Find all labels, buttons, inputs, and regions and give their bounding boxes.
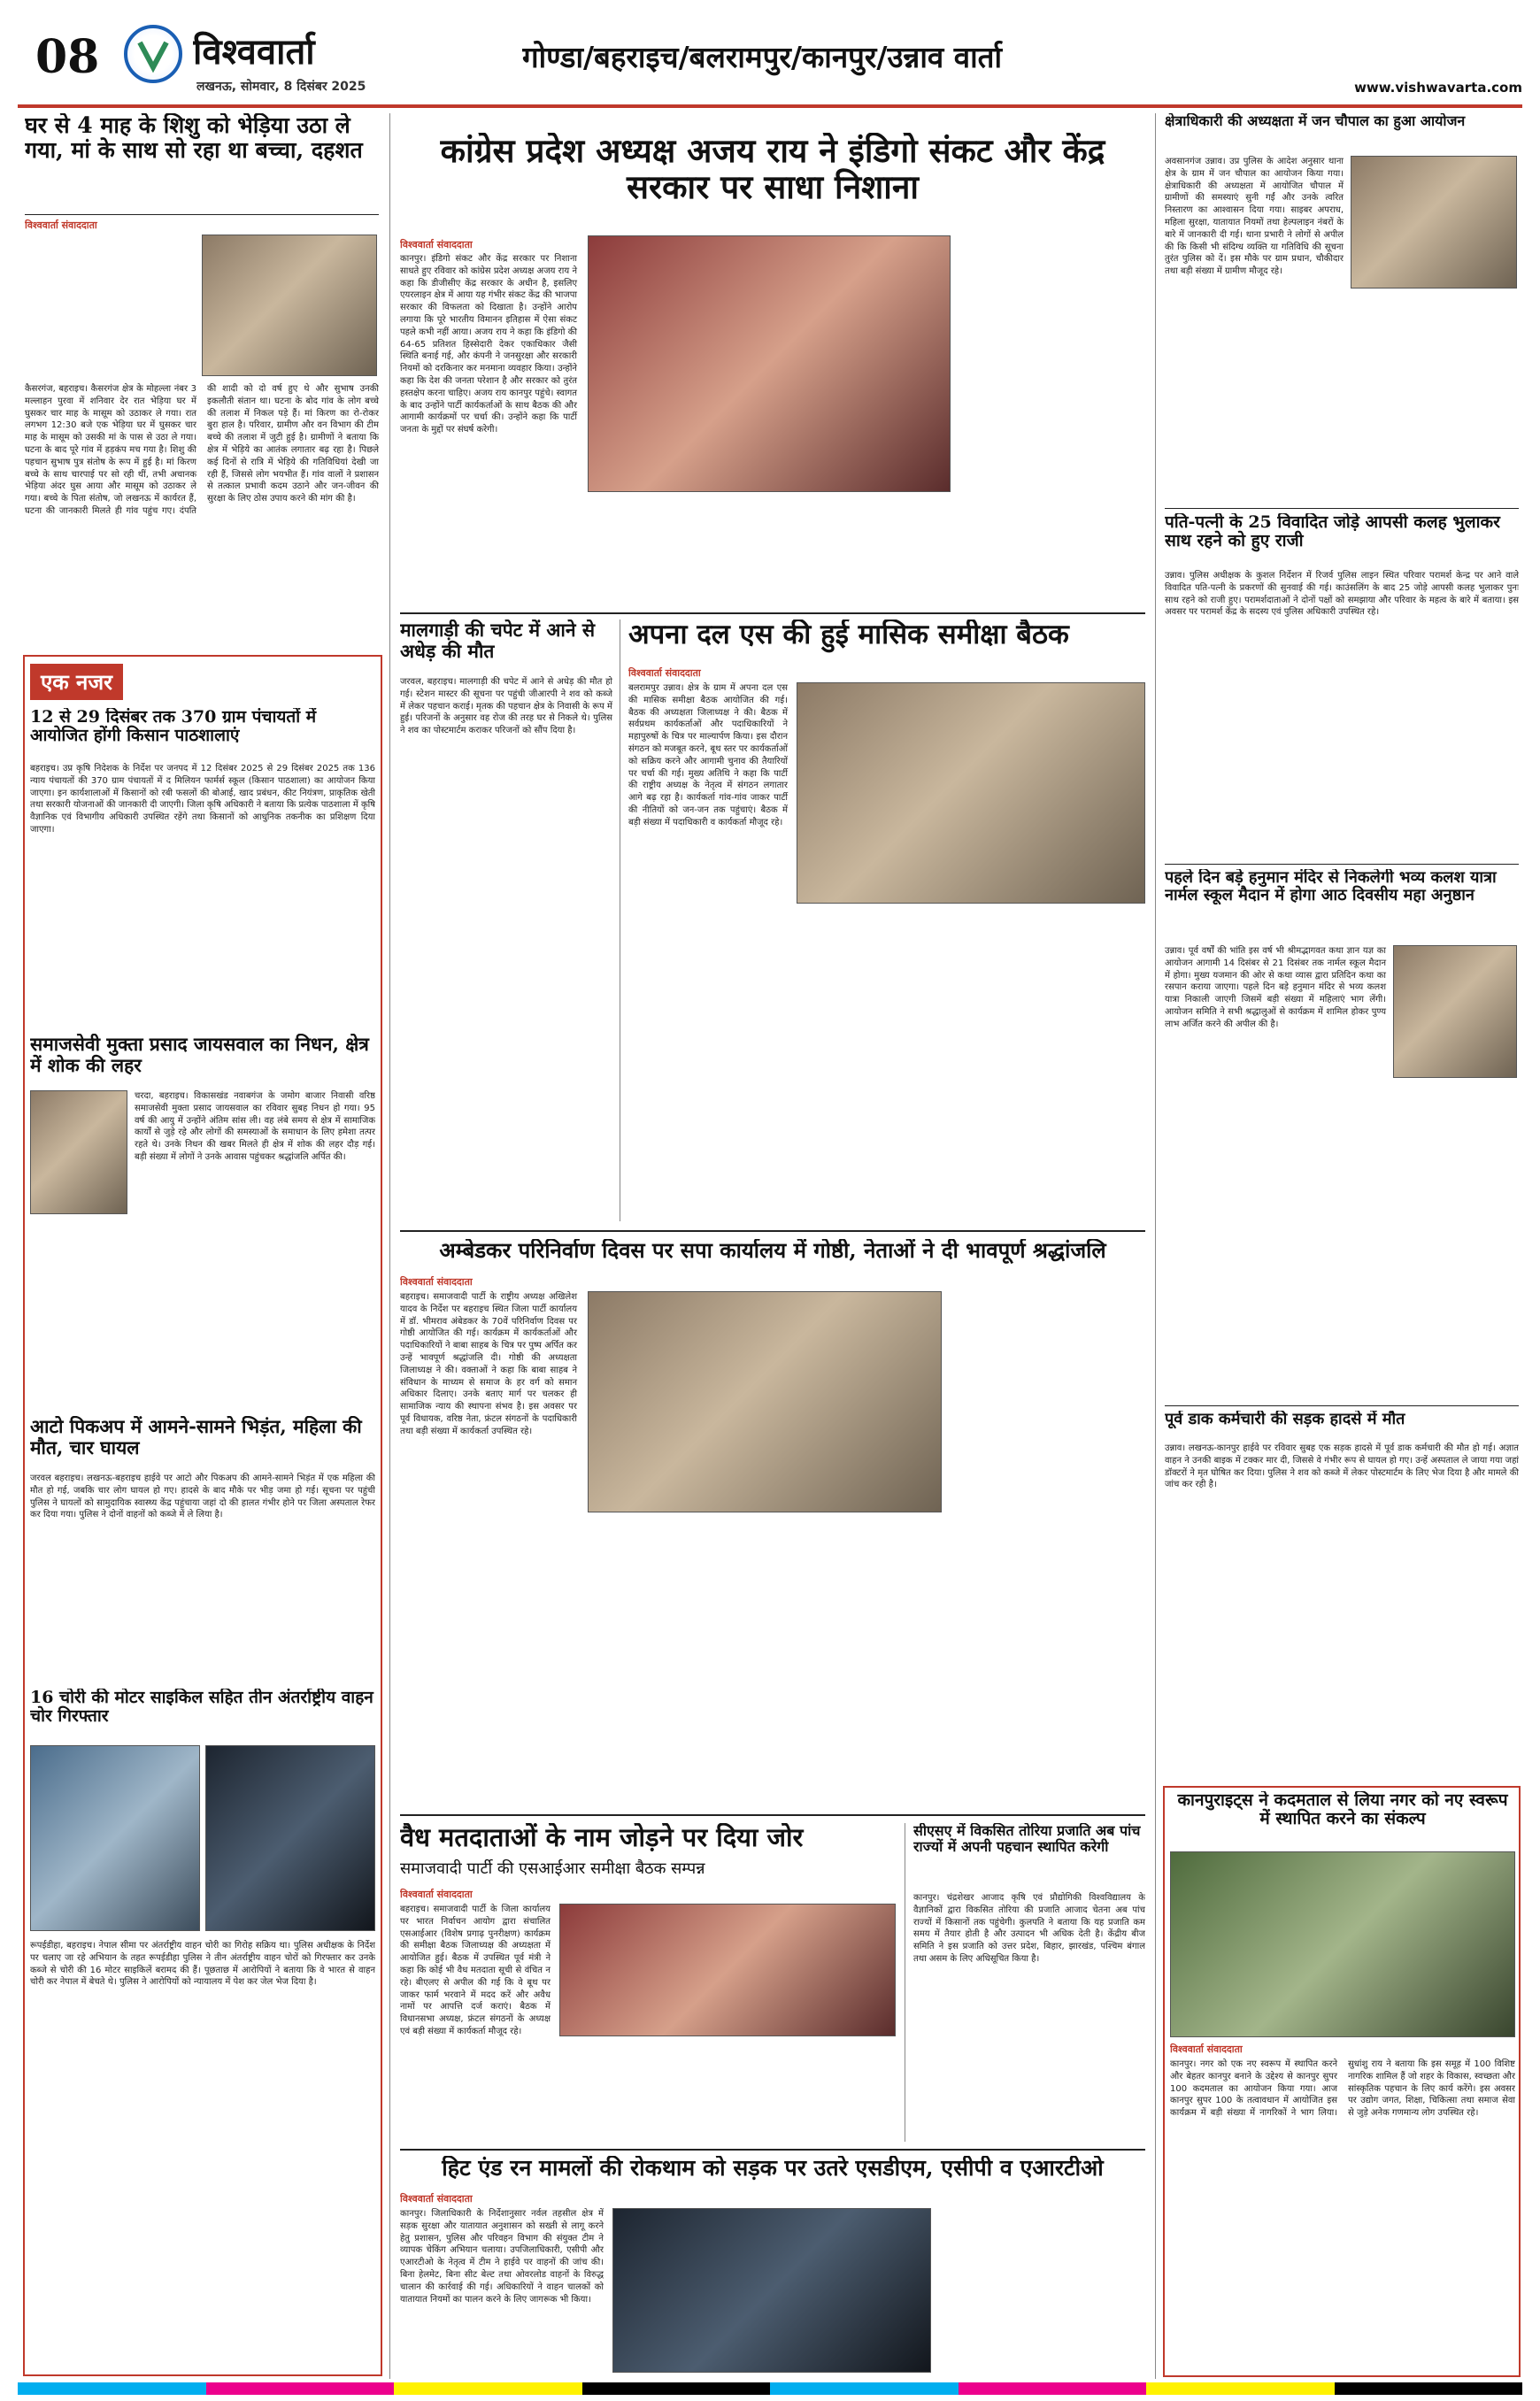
story-vehicle-thieves	[30, 1689, 375, 2370]
registration-strip	[18, 2382, 1522, 2395]
story-ajay-rai	[400, 133, 1145, 611]
wolf-photo	[202, 235, 377, 376]
byline: विश्ववार्ता संवाददाता	[400, 1889, 473, 1900]
ek-nazar-header	[30, 664, 375, 703]
divider	[400, 1230, 1145, 1232]
walkathon-photo	[1170, 1851, 1515, 2037]
story-body: कानपुर। नगर को एक नए स्वरूप में स्थापित करने और बेहतर कानपुर बनाने के उद्देश्य से कानपुर सुपर 100 कदमताल का आयोजन किया गया। आज कानपुर सुपर 100 के तत्वावधान में आयोजित इस कार्यक्रम में बड़ी संख्या में नागरिकों ने भाग लिया। सुधांशु राय ने बताया कि इस समूह में 100 विशिष्ट नागरिक शामिल हैं जो शहर के विकास, स्वच्छता और सांस्कृतिक पहचान के लिए कार्य करेंगे। इस अवसर पर उद्योग जगत, शिक्षा, चिकित्सा तथा समाज सेवा से जुड़े अनेक गणमान्य लोग उपस्थित रहे।	[1170, 2059, 1515, 2119]
section-title: गोण्डा/बहराइच/बलरामपुर/कानपुर/उन्नाव वार्ता	[522, 40, 1002, 74]
story-muktaprasad	[30, 1034, 375, 1405]
story-body-cont	[588, 1521, 942, 1778]
yellow-swatch	[394, 2382, 582, 2395]
column-divider	[389, 113, 390, 2379]
story-kalash-yatra	[1165, 869, 1519, 1400]
cyan-swatch	[18, 2382, 206, 2395]
black-swatch	[1335, 2382, 1523, 2395]
story-headline: पहले दिन बड़े हनुमान मंदिर से निकलेगी भव्य कलश यात्रा नार्मल स्कूल मैदान में होगा आठ दिवसीय महा अनुष्ठान	[1165, 869, 1497, 905]
chaupal-photo	[1351, 156, 1517, 289]
story-body: कानपुर। चंद्रशेखर आजाद कृषि एवं प्रौद्योगिकी विश्वविद्यालय के वैज्ञानिकों द्वारा विकसित तोरिया की प्रजाति आजाद चेतना अब पांच राज्यों में किसानों तक पहुंचेगी। कुलपति ने बताया कि यह प्रजाति कम समय में तैयार होती है और उत्पादन भी अधिक देती है। केंद्रीय बीज समिति ने इस प्रजाति को उत्तर प्रदेश, बिहार, झारखंड, पश्चिम बंगाल तथा असम के लिए अधिसूचित किया है।	[913, 1893, 1145, 1964]
story-body: उन्नाव। पूर्व वर्षों की भांति इस वर्ष भी श्रीमद्भागवत कथा ज्ञान यज्ञ का आयोजन आगामी 14 दिसंबर से 21 दिसंबर तक नार्मल स्कूल मैदान में होगा। मुख्य यजमान की ओर से कथा व्यास द्वारा प्रतिदिन कथा का रसपान कराया जाएगा। पहले दिन बड़े हनुमान मंदिर से भव्य कलश यात्रा निकाली जाएगी जिसमें बड़ी संख्या में महिलाएं भाग लेंगी। आयोजन समिति ने सभी श्रद्धालुओं से कार्यक्रम में शामिल होकर पुण्य लाभ अर्जित करने की अपील की है।	[1165, 946, 1386, 1029]
divider	[400, 612, 1145, 614]
divider	[1165, 864, 1519, 865]
magenta-swatch	[206, 2382, 395, 2395]
story-headline: कांग्रेस प्रदेश अध्यक्ष अजय राय ने इंडिगो संकट और केंद्र सरकार पर साधा निशाना	[440, 133, 1105, 207]
story-auto-pickup	[30, 1416, 375, 1681]
story-body-cont	[559, 2043, 896, 2136]
cyan-swatch	[770, 2382, 959, 2395]
story-headline: हिट एंड रन मामलों की रोकथाम को सड़क पर उतरे एसडीएम, एसीपी व एआरटीओ	[442, 2156, 1104, 2181]
police-photo	[30, 1745, 200, 1931]
story-body: कानपुर। इंडिगो संकट और केंद्र सरकार पर निशाना साधते हुए रविवार को कांग्रेस प्रदेश अध्यक्ष अजय राय ने कहा कि डीजीसीए केंद्र सरकार के अधीन है, इसलिए एयरलाइन क्षेत्र में आया यह गंभीर संकट केंद्र की भाजपा सरकार की विफलता को दिखाता है। उन्होंने आरोप लगाया कि पूरे भारतीय विमानन इतिहास में ऐसा संकट पहले कभी नहीं आया। अजय राय ने कहा कि इंडिगो की 64-65 प्रतिशत हिस्सेदारी देकर एकाधिकार जैसी स्थिति बनाई गई, और कंपनी ने जनसुरक्षा और सरकारी नियमों को दरकिनार कर मनमाना व्यवहार किया। उन्होंने कहा कि देश की जनता परेशान है और सरकार को तुरंत हस्तक्षेप करना चाहिए। अजय राय कानपुर पहुंचे। स्वागत के बाद उन्होंने पार्टी कार्यकर्ताओं के साथ बैठक की और आगामी कार्यक्रमों पर चर्चा की। उन्होंने कहा कि पार्टी जनता के मुद्दों पर संघर्ष करेगी।	[400, 254, 577, 435]
story-body: बलरामपुर उन्नाव। क्षेत्र के ग्राम में अपना दल एस की मासिक समीक्षा बैठक आयोजित की गई। बैठक की अध्यक्षता जिलाध्यक्ष ने की। बैठक में सर्वप्रथम कार्यकर्ताओं और पदाधिकारियों ने महापुरुषों के चित्र पर माल्यार्पण किया। इस दौरान संगठन को मजबूत करने, बूथ स्तर पर कार्यकर्ताओं को सक्रिय करने और आगामी चुनाव की तैयारियों पर चर्चा की गई। मुख्य अतिथि ने कहा कि पार्टी की राष्ट्रीय अध्यक्ष के नेतृत्व में संगठन लगातार आगे बढ़ रहा है। कार्यकर्ता गांव-गांव जाकर पार्टी की नीतियों को जन-जन तक पहुंचाएं। बैठक में बड़ी संख्या में पदाधिकारी व कार्यकर्ता मौजूद रहे।	[628, 683, 788, 827]
story-headline: सीएसए में विकसित तोरिया प्रजाति अब पांच राज्यों में अपनी पहचान स्थापित करेगी	[913, 1823, 1141, 1855]
page-number: 08	[35, 30, 100, 84]
story-body: कानपुर। जिलाधिकारी के निर्देशानुसार नर्वल तहसील क्षेत्र में सड़क सुरक्षा और यातायात अनुशासन को सख्ती से लागू करने हेतु प्रशासन, पुलिस और परिवहन विभाग की संयुक्त टीम ने व्यापक चेकिंग अभियान चलाया। उपजिलाधिकारी, एसीपी और एआरटीओ के नेतृत्व में टीम ने हाईवे पर वाहनों की जांच की। बिना हेलमेट, बिना सीट बेल्ट तथा ओवरलोड वाहनों के विरुद्ध चालान की कार्रवाई की गई। अधिकारियों ने वाहन चालकों को यातायात नियमों का पालन करने के लिए जागरूक भी किया।	[400, 2209, 604, 2305]
story-body: बहराइच। समाजवादी पार्टी के राष्ट्रीय अध्यक्ष अखिलेश यादव के निर्देश पर बहराइच स्थित जिला पार्टी कार्यालय में डॉ. भीमराव अंबेडकर के 70वें परिनिर्वाण दिवस पर गोष्ठी आयोजित की गई। कार्यक्रम में कार्यकर्ताओं और पदाधिकारियों ने बाबा साहब के चित्र पर पुष्प अर्पित कर उन्हें भावपूर्ण श्रद्धांजलि दी। गोष्ठी की अध्यक्षता जिलाध्यक्ष ने की। वक्ताओं ने कहा कि बाबा साहब ने संविधान के माध्यम से समाज के हर वर्ग को समान अधिकार दिलाए। उनके बताए मार्ग पर चलकर ही सामाजिक न्याय की स्थापना संभव है। इस अवसर पर पूर्व विधायक, वरिष्ठ नेता, फ्रंटल संगठनों के पदाधिकारी तथा बड़ी संख्या में कार्यकर्ता उपस्थित रहे।	[400, 1292, 577, 1436]
story-subheadline: समाजवादी पार्टी की एसआईआर समीक्षा बैठक सम्पन्न	[400, 1859, 705, 1878]
story-jan-chaupal	[1165, 113, 1519, 503]
story-wolf	[25, 113, 379, 644]
byline: विश्ववार्ता संवाददाता	[400, 239, 473, 250]
meeting-photo	[797, 682, 1145, 904]
divider	[400, 1814, 1145, 1816]
ek-nazar-tag: एक नजर	[30, 664, 123, 700]
column-divider	[1155, 113, 1156, 2379]
story-body: चरदा, बहराइच। विकासखंड नवाबगंज के जमोग बाजार निवासी वरिष्ठ समाजसेवी मुक्ता प्रसाद जायसवाल का रविवार सुबह निधन हो गया। 95 वर्ष की आयु में उन्होंने अंतिम सांस ली। वह लंबे समय से क्षेत्र में सामाजिक कार्यों से जुड़े रहे और लोगों की समस्याओं के समाधान के लिए हमेशा तत्पर रहते थे। उनके निधन की खबर मिलते ही क्षेत्र में शोक की लहर दौड़ गई। बड़ी संख्या में लोगों ने उनके आवास पहुंचकर श्रद्धांजलि अर्पित की।	[135, 1091, 375, 1162]
story-body-side	[961, 235, 1143, 492]
story-ambedkar	[400, 1239, 1145, 1805]
story-headline: अपना दल एस की हुई मासिक समीक्षा बैठक	[628, 619, 1069, 650]
story-kisan	[30, 708, 375, 1027]
story-headline: वैध मतदाताओं के नाम जोड़ने पर दिया जोर	[400, 1823, 804, 1852]
story-headline: पति-पत्नी के 25 विवादित जोड़े आपसी कलह भुलाकर साथ रहने को हुए राजी	[1165, 513, 1500, 551]
story-body: बहराइच। उप्र कृषि निदेशक के निर्देश पर जनपद में 12 दिसंबर 2025 से 29 दिसंबर 2025 तक 136 न्याय पंचायतों की 370 ग्राम पंचायतों में द मिलियन फार्मर्स स्कूल (किसान पाठशाला) का आयोजन किया जाएगा। इन कार्यशालाओं में किसानों को रबी फसलों की बोआई, खाद प्रबंधन, कीट नियंत्रण, प्राकृतिक खेती तथा सरकारी योजनाओं की जानकारी दी जाएगी। जिला कृषि अधिकारी ने बताया कि प्रत्येक पाठशाला में कृषि वैज्ञानिक एवं विभागीय अधिकारी उपस्थित रहेंगे तथा किसानों को आधुनिक तकनीक का प्रशिक्षण दिया जाएगा।	[30, 764, 375, 835]
story-body-lead	[25, 235, 195, 376]
story-body: जरवल, बहराइच। मालगाड़ी की चपेट में आने से अधेड़ की मौत हो गई। स्टेशन मास्टर की सूचना पर पहुंची जीआरपी ने शव को कब्जे में लेकर पहचान कराई। मृतक की पहचान क्षेत्र के निवासी के रूप में हुई। परिजनों के अनुसार वह रोज की तरह घर से निकले थे। पुलिस ने शव का पोस्टमार्टम कराकर परिजनों को सौंप दिया है।	[400, 677, 612, 736]
checking-photo	[612, 2208, 931, 2373]
story-hit-and-run	[400, 2156, 1145, 2375]
story-postal-accident	[1165, 1411, 1519, 1782]
byline: विश्ववार्ता संवाददाता	[400, 1276, 473, 1288]
yellow-swatch	[1146, 2382, 1335, 2395]
story-headline: आटो पिकअप में आमने-सामने भिड़ंत, महिला की मौत, चार घायल	[30, 1416, 362, 1458]
byline: विश्ववार्ता संवाददाता	[25, 219, 97, 231]
tribute-photo	[588, 1291, 942, 1512]
story-body: कैसरगंज, बहराइच। कैसरगंज क्षेत्र के मोहल्ला नंबर 3 मल्लाहन पुरवा में शनिवार देर रात भेड़िया घर में घुसकर चार माह के मासूम को उठाकर ले गया। रात लगभग 12:30 बजे एक भेड़िया घर में घुसकर चार माह के मासूम को उसकी मां के पास से उठा ले गया। घटना के बाद पूरे गांव में हड़कंप मच गया है। शिशु की पहचान सुभाष पुत्र संतोष के रूप में हुई है। मां किरण बच्चे के साथ चारपाई पर सो रही थीं, तभी अचानक भेड़िया अंदर घुस आया और मासूम को उठाकर ले गया। बच्चे के पिता संतोष, जो लखनऊ में कार्यरत हैं, घटना की जानकारी मिलते ही गांव पहुंच गए। दंपति की शादी को दो वर्ष हुए थे और सुभाष उनकी इकलौती संतान था। घटना के बोद गांव के लोग बच्चे की तलाश में निकल पड़े हैं। मां किरण का रो-रोकर बुरा हाल है। परिवार, ग्रामीण और वन विभाग की टीम बच्चे की तलाश में जुटी हुई है। ग्रामीणों ने बताया कि क्षेत्र में भेड़िये का आतंक लगातार बढ़ रहा है। पिछले कई दिनों से रात्रि में भेड़िये की गतिविधियां देखी जा रही हैं, जिससे लोग भयभीत हैं। गांव वालों ने प्रशासन से तत्काल प्रभावी कदम उठाने और जन-जीवन की सुरक्षा के लिए ठोस उपाय करने की मांग की है।	[25, 384, 379, 516]
story-csa	[913, 1823, 1145, 2142]
story-couples	[1165, 513, 1519, 858]
website-link[interactable]: www.vishwavarta.com	[1354, 80, 1522, 96]
story-malgadi	[400, 619, 612, 1345]
story-headline: घर से 4 माह के शिशु को भेड़िया उठा ले गया, मां के साथ सो रहा था बच्चा, दहशत	[25, 113, 363, 163]
motorcycles-photo	[205, 1745, 375, 1931]
story-headline: क्षेत्राधिकारी की अध्यक्षता में जन चौपाल का हुआ आयोजन	[1165, 113, 1466, 129]
story-body-cont	[588, 501, 1143, 605]
masthead	[0, 0, 1540, 104]
story-body-side	[952, 1291, 1143, 1778]
story-body-cont	[797, 912, 1145, 1178]
sp-meeting-photo	[559, 1904, 896, 2036]
byline: विश्ववार्ता संवाददाता	[1170, 2043, 1243, 2055]
story-apna-dal	[628, 619, 1145, 1221]
magenta-swatch	[959, 2382, 1147, 2395]
story-headline: समाजसेवी मुक्ता प्रसाद जायसवाल का निधन, क्षेत्र में शोक की लहर	[30, 1034, 369, 1076]
story-voters	[400, 1823, 896, 2142]
story-kanpurites	[1170, 1791, 1515, 2372]
divider	[1165, 1405, 1519, 1406]
story-body: रूपईडीहा, बहराइच। नेपाल सीमा पर अंतर्राष्ट्रीय वाहन चोरी का गिरोह सक्रिय था। पुलिस अधीक्षक के निर्देश पर चलाए जा रहे अभियान के तहत रूपईडीहा पुलिस ने तीन अंतर्राष्ट्रीय वाहन चोरों को गिरफ्तार कर उनके कब्जे से चोरी की 16 मोटर साइकिलें बरामद की हैं। पूछताछ में आरोपियों ने बताया कि वे भारत से वाहन चोरी कर नेपाल में बेचते थे। पुलिस ने आरोपियों को न्यायालय में पेश कर जेल भेज दिया है।	[30, 1941, 375, 1988]
story-body: अवसानगंज उन्नाव। उप्र पुलिस के आदेश अनुसार थाना क्षेत्र के ग्राम में जन चौपाल का आयोजन किया गया। क्षेत्राधिकारी की अध्यक्षता में आयोजित चौपाल में ग्रामीणों की समस्याएं सुनी गईं और उनके त्वरित निस्तारण का आश्वासन दिया गया। साइबर अपराध, महिला सुरक्षा, यातायात नियमों तथा हेल्पलाइन नंबरों के बारे में जानकारी दी गई। थाना प्रभारी ने लोगों से अपील की कि किसी भी संदिग्ध व्यक्ति या गतिविधि की सूचना तुरंत पुलिस को दें। इस मौके पर ग्राम प्रधान, चौकीदार तथा बड़ी संख्या में ग्रामीण मौजूद रहे।	[1165, 157, 1344, 277]
story-headline: अम्बेडकर परिनिर्वाण दिवस पर सपा कार्यालय में गोष्ठी, नेताओं ने दी भावपूर्ण श्रद्धांजलि	[439, 1239, 1106, 1263]
paper-name: विश्ववार्ता	[193, 31, 315, 73]
story-headline: मालगाड़ी की चपेट में आने से अधेड़ की मौत	[400, 619, 596, 662]
portrait-photo	[30, 1090, 127, 1214]
story-body: उन्नाव। पुलिस अधीक्षक के कुशल निर्देशन में रिजर्व पुलिस लाइन स्थित परिवार परामर्श केन्द्र पर आने वाले विवादित पति-पत्नी के प्रकरणों की सुनवाई की गई। काउंसलिंग के बाद 25 जोड़े आपसी कलह भुलाकर पुनः साथ रहने को राजी हुए। परामर्शदाताओं ने दोनों पक्षों को समझाया और परिवार के महत्व के बारे में बताया। इस अवसर पर परामर्श केंद्र के सदस्य एवं पुलिस अधिकारी उपस्थित रहे।	[1165, 571, 1519, 618]
story-headline: 12 से 29 दिसंबर तक 370 ग्राम पंचायतों में आयोजित होंगी किसान पाठशालाएं	[30, 708, 317, 746]
story-headline: 16 चोरी की मोटर साइकिल सहित तीन अंतर्राष्ट्रीय वाहन चोर गिरफ्तार	[30, 1689, 373, 1727]
story-body: जरवल बहराइच। लखनऊ-बहराइच हाईवे पर आटो और पिकअप की आमने-सामने भिड़ंत में एक महिला की मौत हो गई, जबकि चार लोग घायल हो गए। हादसे के बाद मौके पर भीड़ जमा हो गई। सूचना पर पहुंची पुलिस ने घायलों को सामुदायिक स्वास्थ्य केंद्र पहुंचाया जहां दो की हालत गंभीर होने पर जिला अस्पताल रेफर कर दिया गया। पुलिस ने दोनों वाहनों को कब्जे में ले लिया है।	[30, 1474, 375, 1520]
black-swatch	[582, 2382, 771, 2395]
story-body: बहराइच। समाजवादी पार्टी के जिला कार्यालय पर भारत निर्वाचन आयोग द्वारा संचालित एसआईआर (विशेष प्रगाढ़ पुनरीक्षण) कार्यक्रम की समीक्षा बैठक जिलाध्यक्ष की अध्यक्षता में आयोजित हुई। बैठक में उपस्थित पूर्व मंत्री ने कहा कि कोई भी वैध मतदाता सूची से वंचित न रहे। बीएलए से अपील की गई कि वे बूथ पर जाकर फार्म भरवाने में मदद करें और अवैध नामों पर आपत्ति दर्ज कराएं। बैठक में विधानसभा अध्यक्ष, फ्रंटल संगठनों के अध्यक्ष एवं बड़ी संख्या में कार्यकर्ता मौजूद रहे।	[400, 1905, 551, 2036]
story-body-side	[940, 2208, 1143, 2373]
divider	[400, 2149, 1145, 2151]
bhagwat-photo	[1393, 945, 1517, 1078]
story-headline: कानपुराइट्स ने कदमताल से लिया नगर को नए स्वरूप में स्थापित करने का संकल्प	[1177, 1791, 1508, 1829]
byline: विश्ववार्ता संवाददाता	[400, 2193, 473, 2205]
divider	[25, 214, 379, 215]
byline: विश्ववार्ता संवाददाता	[628, 667, 701, 679]
edition-line: लखनऊ, सोमवार, 8 दिसंबर 2025	[196, 80, 366, 94]
paper-logo-icon	[124, 25, 182, 83]
congress-photo	[588, 235, 951, 492]
masthead-divider	[18, 104, 1522, 108]
story-body: उन्नाव। लखनऊ-कानपुर हाईवे पर रविवार सुबह एक सड़क हादसे में पूर्व डाक कर्मचारी की मौत हो गई। अज्ञात वाहन ने उनकी बाइक में टक्कर मार दी, जिससे वे गंभीर रूप से घायल हो गए। उन्हें अस्पताल ले जाया गया जहां डॉक्टरों ने मृत घोषित कर दिया। पुलिस ने शव को कब्जे में लेकर पोस्टमार्टम के लिए भेज दिया है और मामले की जांच कर रही है।	[1165, 1443, 1519, 1490]
divider	[1165, 508, 1519, 509]
story-headline: पूर्व डाक कर्मचारी की सड़क हादसे में मौत	[1165, 1411, 1405, 1428]
